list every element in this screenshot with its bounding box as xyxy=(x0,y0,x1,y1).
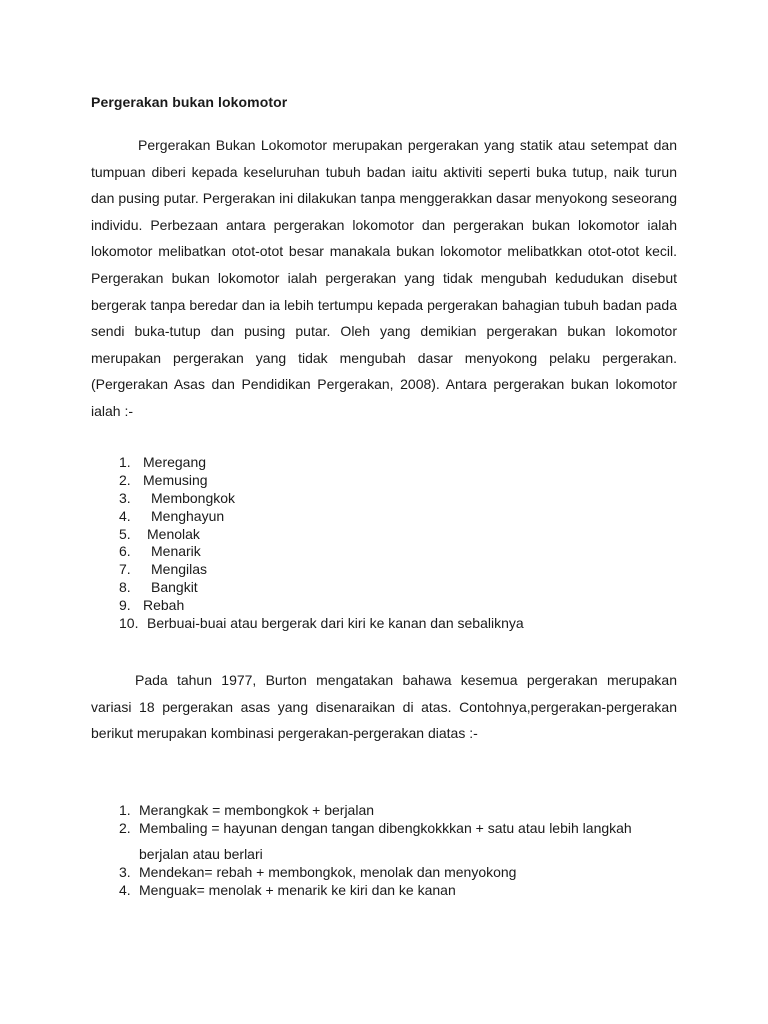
list-item-text: Menghayun xyxy=(151,507,225,524)
list-item-text: Mengilas xyxy=(151,561,208,578)
list-item-text: Menarik xyxy=(151,543,201,560)
list-item-number: 1. xyxy=(119,454,131,470)
section-heading: Pergerakan bukan lokomotor xyxy=(91,94,288,110)
list-item-number: 3. xyxy=(119,864,131,880)
list-item-number: 3. xyxy=(119,489,131,506)
list-item-number: 7. xyxy=(119,561,131,578)
list-item-text: Membaling = hayunan dengan tangan dibengkokkkan + satu atau lebih langkah xyxy=(139,820,632,836)
list-item-number: 4. xyxy=(119,882,131,898)
list-item-text: Rebah xyxy=(143,597,185,614)
list-item-text: Menolak xyxy=(147,525,200,542)
list-item-text: Bangkit xyxy=(151,579,198,596)
paragraph-burton: Pada tahun 1977, Burton mengatakan bahawa kesemua pergerakan merupakan variasi 18 pergerakan asas yang disenaraikan di atas. Contohnya,pergerakan-pergerakan berikut merupakan kombinasi pergerakan-pergerakan diatas :- xyxy=(91,672,677,742)
list-item-text: Meregang xyxy=(143,454,207,470)
list-item-number: 6. xyxy=(119,543,131,560)
paragraph-intro: Pergerakan Bukan Lokomotor merupakan pergerakan yang statik atau setempat dan tumpuan diberi kepada keseluruhan tubuh badan iaitu aktiviti seperti buka tutup, naik turun dan pusing putar. Pergerakan ini dilakukan tanpa menggerakkan dasar menyokong seseorang individu. Perbezaan antara pergerakan lokomotor dan pergerakan bukan lokomotor ialah lokomotor melibatkan otot-otot besar manakala bukan lokomotor melibatkkan otot-otot kecil. Pergerakan bukan lokomotor ialah pergerakan yang tidak mengubah kedudukan disebut bergerak tanpa beredar dan ia lebih tertumpu kepada pergerakan bahagian tubuh badan pada sendi buka-tutup dan pusing putar. Oleh yang demikian pergerakan bukan lokomotor merupakan pergerakan yang tidak mengubah dasar menyokong pelaku pergerakan. (Pergerakan Asas dan Pendidikan Pergerakan, 2008). Antara pergerakan bukan lokomotor ialah :- xyxy=(91,137,677,419)
list-item-number: 10. xyxy=(119,615,139,632)
list-item-number: 2. xyxy=(119,471,131,488)
list-item-number: 4. xyxy=(119,507,131,524)
list-item-number: 5. xyxy=(119,525,131,542)
list-item-text: Merangkak = membongkok + berjalan xyxy=(139,802,375,818)
list-item-number: 1. xyxy=(119,802,131,818)
list-item-text: Membongkok xyxy=(151,489,236,506)
list-item-text: Berbuai-buai atau bergerak dari kiri ke kanan dan sebaliknya xyxy=(147,615,524,632)
list-item-number: 2. xyxy=(119,820,131,836)
list-item-number: 9. xyxy=(119,597,131,614)
list-item-text: Memusing xyxy=(143,471,208,488)
list-item-text: Mendekan= rebah + membongkok, menolak dan menyokong xyxy=(139,864,517,880)
list-item-continuation: berjalan atau berlari xyxy=(139,846,263,862)
list-item-text: Menguak= menolak + menarik ke kiri dan ke kanan xyxy=(139,882,456,898)
list-item-number: 8. xyxy=(119,579,131,596)
